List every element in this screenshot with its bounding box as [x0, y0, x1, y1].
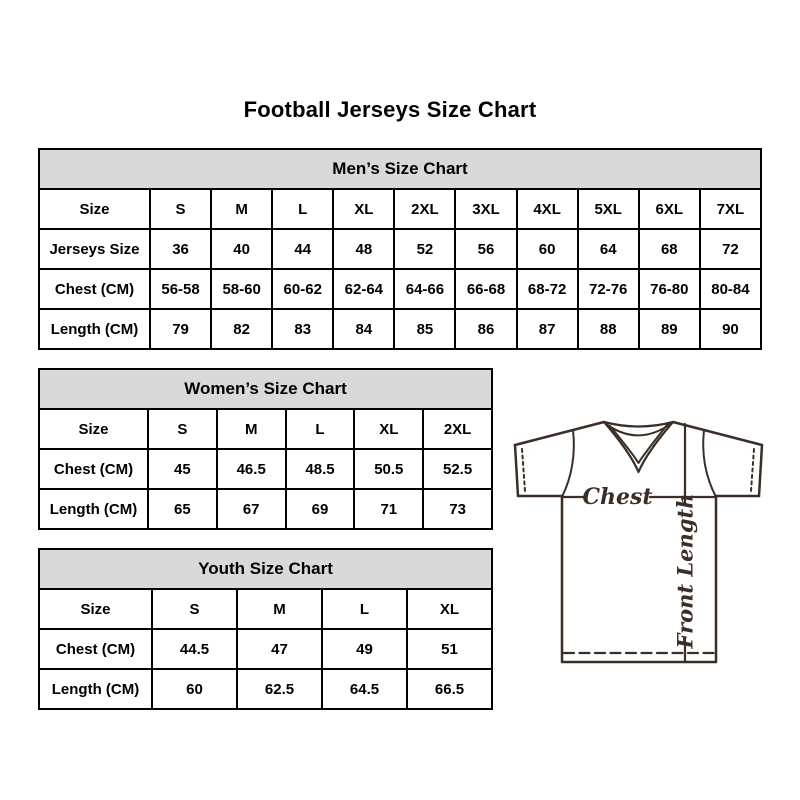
value-cell: S [150, 189, 211, 229]
row-label: Length (CM) [39, 669, 152, 709]
womens-row [39, 489, 492, 529]
value-cell: L [322, 589, 407, 629]
value-cell: 5XL [578, 189, 639, 229]
value-cell: 65 [148, 489, 217, 529]
value-cell: 88 [578, 309, 639, 349]
value-cell: 68-72 [517, 269, 578, 309]
right-armhole-seam [703, 430, 716, 497]
value-cell: 44 [272, 229, 333, 269]
value-cell: XL [354, 409, 423, 449]
youth-row [39, 589, 492, 629]
value-cell: 6XL [639, 189, 700, 229]
value-cell: XL [407, 589, 492, 629]
jersey-diagram-svg [500, 400, 780, 680]
value-cell: 47 [237, 629, 322, 669]
value-cell: 46.5 [217, 449, 286, 489]
row-label: Size [39, 189, 150, 229]
left-shoulder-line [515, 422, 604, 445]
value-cell: 87 [517, 309, 578, 349]
right-cuff-edge [759, 445, 762, 496]
row-label: Chest (CM) [39, 269, 150, 309]
value-cell: 51 [407, 629, 492, 669]
right-shoulder-line [673, 422, 762, 445]
value-cell: S [148, 409, 217, 449]
value-cell: 48.5 [286, 449, 355, 489]
value-cell: 85 [394, 309, 455, 349]
value-cell: 80-84 [700, 269, 761, 309]
value-cell: 73 [423, 489, 492, 529]
womens-table-title: Women’s Size Chart [39, 369, 492, 409]
womens-header-row [39, 369, 492, 409]
value-cell: 56-58 [150, 269, 211, 309]
value-cell: 90 [700, 309, 761, 349]
value-cell: 60 [517, 229, 578, 269]
mens-row [39, 229, 761, 269]
value-cell: 64-66 [394, 269, 455, 309]
value-cell: 79 [150, 309, 211, 349]
value-cell: 66-68 [455, 269, 516, 309]
value-cell: 62.5 [237, 669, 322, 709]
value-cell: M [217, 409, 286, 449]
value-cell: 64.5 [322, 669, 407, 709]
value-cell: 7XL [700, 189, 761, 229]
value-cell: M [237, 589, 322, 629]
value-cell: 86 [455, 309, 516, 349]
value-cell: 45 [148, 449, 217, 489]
row-label: Length (CM) [39, 489, 148, 529]
mens-row [39, 189, 761, 229]
youth-table-title: Youth Size Chart [39, 549, 492, 589]
value-cell: 76-80 [639, 269, 700, 309]
row-label: Chest (CM) [39, 449, 148, 489]
value-cell: 2XL [394, 189, 455, 229]
value-cell: S [152, 589, 237, 629]
value-cell: 66.5 [407, 669, 492, 709]
mens-row [39, 269, 761, 309]
chest-measure-label: Chest [582, 484, 653, 510]
value-cell: L [272, 189, 333, 229]
left-cuff-dashed-line [522, 449, 525, 491]
front-length-measure-label: Front Length [672, 493, 698, 649]
mens-row [39, 309, 761, 349]
youth-header-row [39, 549, 492, 589]
left-armhole-seam [562, 430, 574, 497]
mens-table-title: Men’s Size Chart [39, 149, 761, 189]
value-cell: 89 [639, 309, 700, 349]
row-label: Size [39, 589, 152, 629]
value-cell: 72 [700, 229, 761, 269]
value-cell: XL [333, 189, 394, 229]
value-cell: 83 [272, 309, 333, 349]
youth-row [39, 629, 492, 669]
row-label: Length (CM) [39, 309, 150, 349]
page-title: Football Jerseys Size Chart [243, 97, 537, 122]
mens-header-row [39, 149, 761, 189]
womens-size-table [38, 368, 493, 530]
value-cell: 67 [217, 489, 286, 529]
value-cell: 84 [333, 309, 394, 349]
value-cell: 72-76 [578, 269, 639, 309]
value-cell: 4XL [517, 189, 578, 229]
value-cell: 36 [150, 229, 211, 269]
value-cell: 52 [394, 229, 455, 269]
value-cell: 44.5 [152, 629, 237, 669]
row-label: Chest (CM) [39, 629, 152, 669]
value-cell: 68 [639, 229, 700, 269]
value-cell: 69 [286, 489, 355, 529]
value-cell: 58-60 [211, 269, 272, 309]
youth-size-table [38, 548, 493, 710]
womens-row [39, 449, 492, 489]
right-cuff-dashed-line [751, 449, 754, 491]
collar-top-edge [604, 422, 673, 427]
value-cell: 71 [354, 489, 423, 529]
value-cell: 82 [211, 309, 272, 349]
value-cell: 60 [152, 669, 237, 709]
mens-size-table [38, 148, 762, 350]
value-cell: 48 [333, 229, 394, 269]
value-cell: 2XL [423, 409, 492, 449]
value-cell: 3XL [455, 189, 516, 229]
value-cell: 40 [211, 229, 272, 269]
row-label: Jerseys Size [39, 229, 150, 269]
value-cell: 52.5 [423, 449, 492, 489]
youth-row [39, 669, 492, 709]
value-cell: L [286, 409, 355, 449]
value-cell: 62-64 [333, 269, 394, 309]
value-cell: 60-62 [272, 269, 333, 309]
value-cell: 50.5 [354, 449, 423, 489]
womens-row [39, 409, 492, 449]
left-cuff-edge [515, 445, 518, 496]
jersey-diagram [500, 400, 780, 680]
value-cell: 56 [455, 229, 516, 269]
value-cell: 64 [578, 229, 639, 269]
value-cell: M [211, 189, 272, 229]
value-cell: 49 [322, 629, 407, 669]
row-label: Size [39, 409, 148, 449]
